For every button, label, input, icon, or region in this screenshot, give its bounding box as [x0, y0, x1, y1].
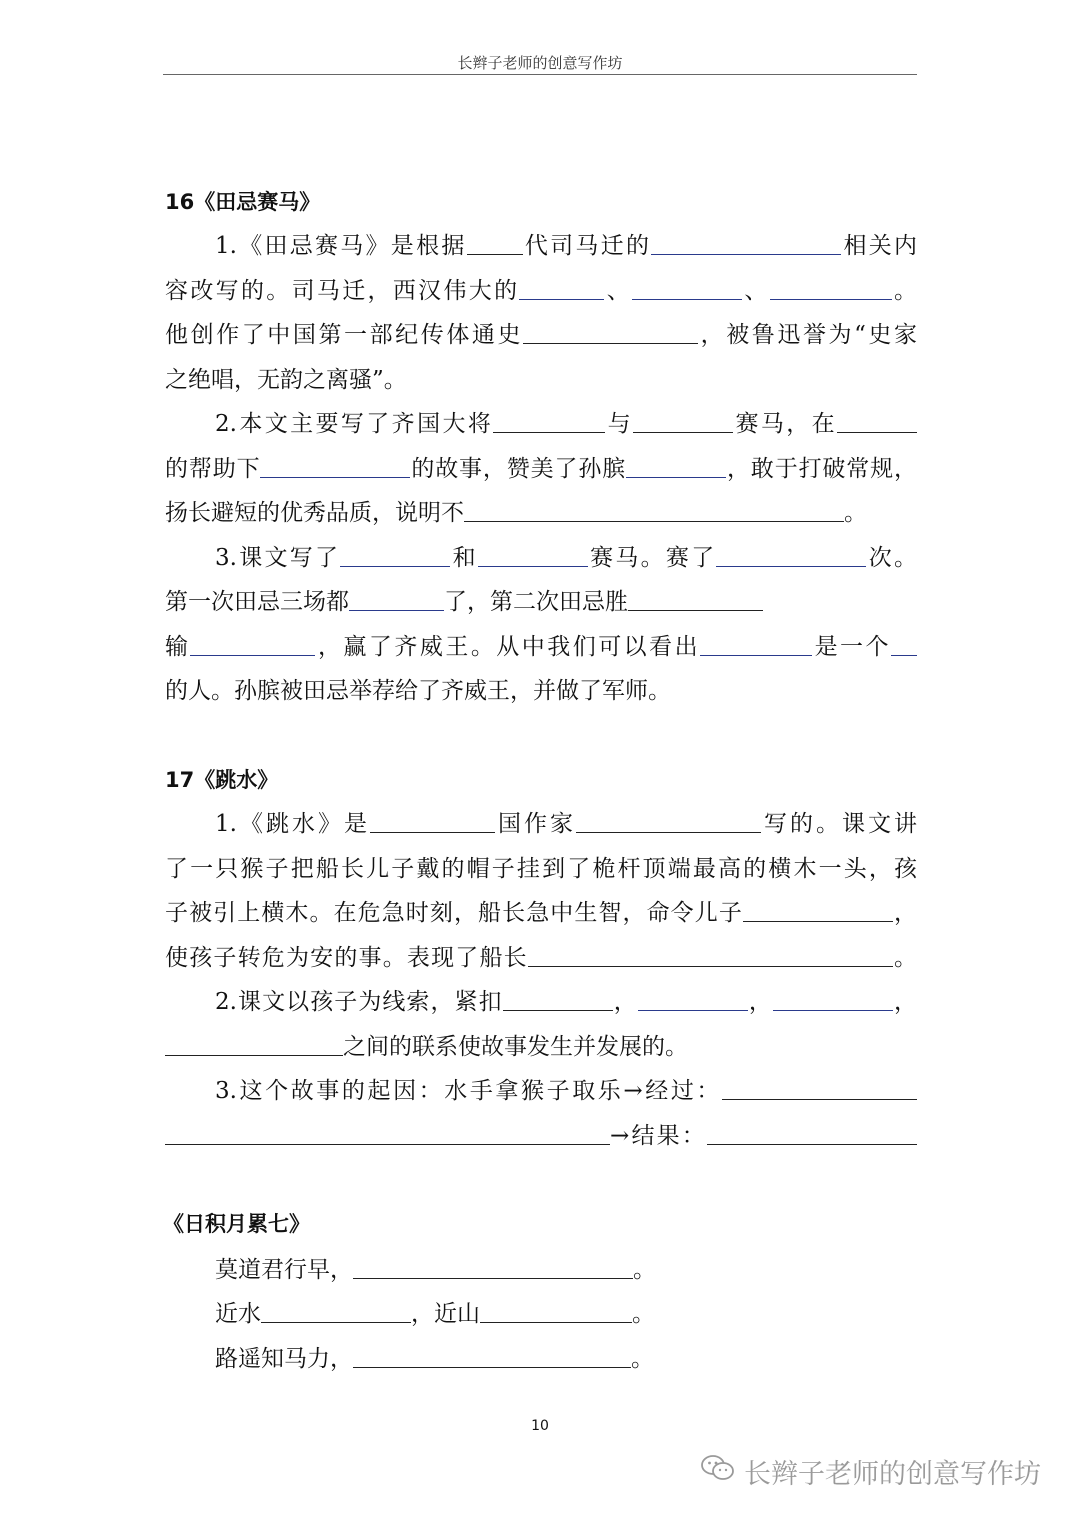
lesson-17-q3: 3.这个故事的起因：水手拿猴子取乐→经过：	[165, 1069, 917, 1114]
answer-blank[interactable]	[493, 404, 605, 433]
answer-blank[interactable]	[503, 982, 613, 1011]
answer-blank[interactable]	[576, 804, 761, 833]
answer-blank[interactable]	[770, 271, 892, 300]
answer-blank[interactable]	[467, 226, 523, 255]
lesson-17-q1-line3: 子被引上横木。在危急时刻，船长急中生智，命令儿子 ，	[165, 891, 917, 936]
answer-blank[interactable]	[707, 1116, 917, 1145]
lesson-16-q1-line2: 容改写的。司马迁，西汉伟大的 、 、 。	[165, 269, 917, 314]
answer-blank[interactable]	[722, 1071, 917, 1100]
answer-blank[interactable]	[340, 538, 450, 567]
accumulation-7-title: 《日积月累七》	[163, 1212, 310, 1236]
lesson-17-title: 17《跳水》	[165, 768, 279, 792]
lesson-17-q2-line2: 之间的联系使故事发生并发展的。	[165, 1025, 917, 1070]
accumulation-7	[163, 1202, 915, 1246]
wechat-watermark	[700, 1452, 1041, 1491]
answer-blank[interactable]	[700, 627, 812, 656]
page-number: 10	[531, 1418, 549, 1434]
lesson-16-q3-line2: 第一次田忌三场都 了，第二次田忌胜	[165, 580, 917, 625]
answer-blank[interactable]	[480, 1294, 632, 1323]
lesson-17-q1-line2: 了一只猴子把船长儿子戴的帽子挂到了桅杆顶端最高的横木一头，孩	[165, 855, 917, 882]
answer-blank[interactable]	[773, 982, 893, 1011]
lesson-16-q2-line2: 的帮助下 的故事，赞美了孙膑 ，敢于打破常规，	[165, 447, 917, 492]
answer-blank[interactable]	[523, 315, 698, 344]
poem-line-1: 莫道君行早， 。	[215, 1248, 656, 1293]
answer-blank[interactable]	[716, 538, 866, 567]
answer-blank[interactable]	[633, 404, 733, 433]
answer-blank[interactable]	[519, 271, 604, 300]
page-header: 长辫子老师的创意写作坊	[457, 54, 623, 72]
lesson-17-q2: 2.课文以孩子为线索，紧扣 ， ， ，	[165, 980, 917, 1025]
answer-blank[interactable]	[891, 627, 917, 656]
answer-blank[interactable]	[743, 893, 893, 922]
answer-blank[interactable]	[353, 1339, 631, 1368]
answer-blank[interactable]	[165, 1116, 610, 1145]
poem-line-3: 路遥知马力， 。	[215, 1337, 654, 1382]
answer-blank[interactable]	[628, 582, 763, 611]
answer-blank[interactable]	[349, 582, 444, 611]
answer-blank[interactable]	[638, 982, 748, 1011]
answer-blank[interactable]	[528, 938, 893, 967]
lesson-16-q2: 2.本文主要写了齐国大将 与 赛马，在	[165, 402, 917, 447]
answer-blank[interactable]	[837, 404, 917, 433]
lesson-17-q1-line4: 使孩子转危为安的事。表现了船长 。	[165, 936, 917, 981]
watermark-text: 长辫子老师的创意写作坊	[744, 1459, 1041, 1490]
answer-blank[interactable]	[190, 627, 315, 656]
lesson-17-q3-line2: →结果：	[165, 1114, 917, 1159]
lesson-16-q1-line4: 之绝唱，无韵之离骚”。	[165, 366, 407, 393]
answer-blank[interactable]	[353, 1250, 633, 1279]
answer-blank[interactable]	[260, 449, 410, 478]
lesson-16	[165, 180, 917, 714]
lesson-16-q1-line3: 他创作了中国第一部纪传体通史 ，被鲁迅誉为“史家	[165, 313, 917, 358]
lesson-17-q1: 1.《跳水》是 国作家 写的。课文讲	[165, 802, 917, 847]
lesson-16-title: 16《田忌赛马》	[165, 190, 321, 214]
lesson-16-q3: 3.课文写了 和 赛马。赛了 次。	[165, 536, 917, 581]
answer-blank[interactable]	[261, 1294, 411, 1323]
lesson-16-q2-line3: 扬长避短的优秀品质，说明不 。	[165, 491, 917, 536]
lesson-16-q3-line4: 的人。孙膑被田忌举荐给了齐威王，并做了军师。	[165, 678, 671, 704]
answer-blank[interactable]	[626, 449, 726, 478]
answer-blank[interactable]	[478, 538, 588, 567]
wechat-icon	[700, 1453, 736, 1490]
answer-blank[interactable]	[165, 1027, 343, 1056]
lesson-16-q1: 1.《田忌赛马》是根据 代司马迁的 相关内	[165, 224, 917, 269]
lesson-16-q3-line3: 输 ，赢了齐威王。从中我们可以看出 是一个	[165, 625, 917, 670]
lesson-17	[165, 758, 917, 1158]
header-divider	[163, 74, 917, 75]
poem-line-2: 近水 ，近山 。	[215, 1292, 655, 1337]
answer-blank[interactable]	[632, 271, 742, 300]
answer-blank[interactable]	[651, 226, 841, 255]
answer-blank[interactable]	[370, 804, 495, 833]
answer-blank[interactable]	[464, 493, 844, 522]
